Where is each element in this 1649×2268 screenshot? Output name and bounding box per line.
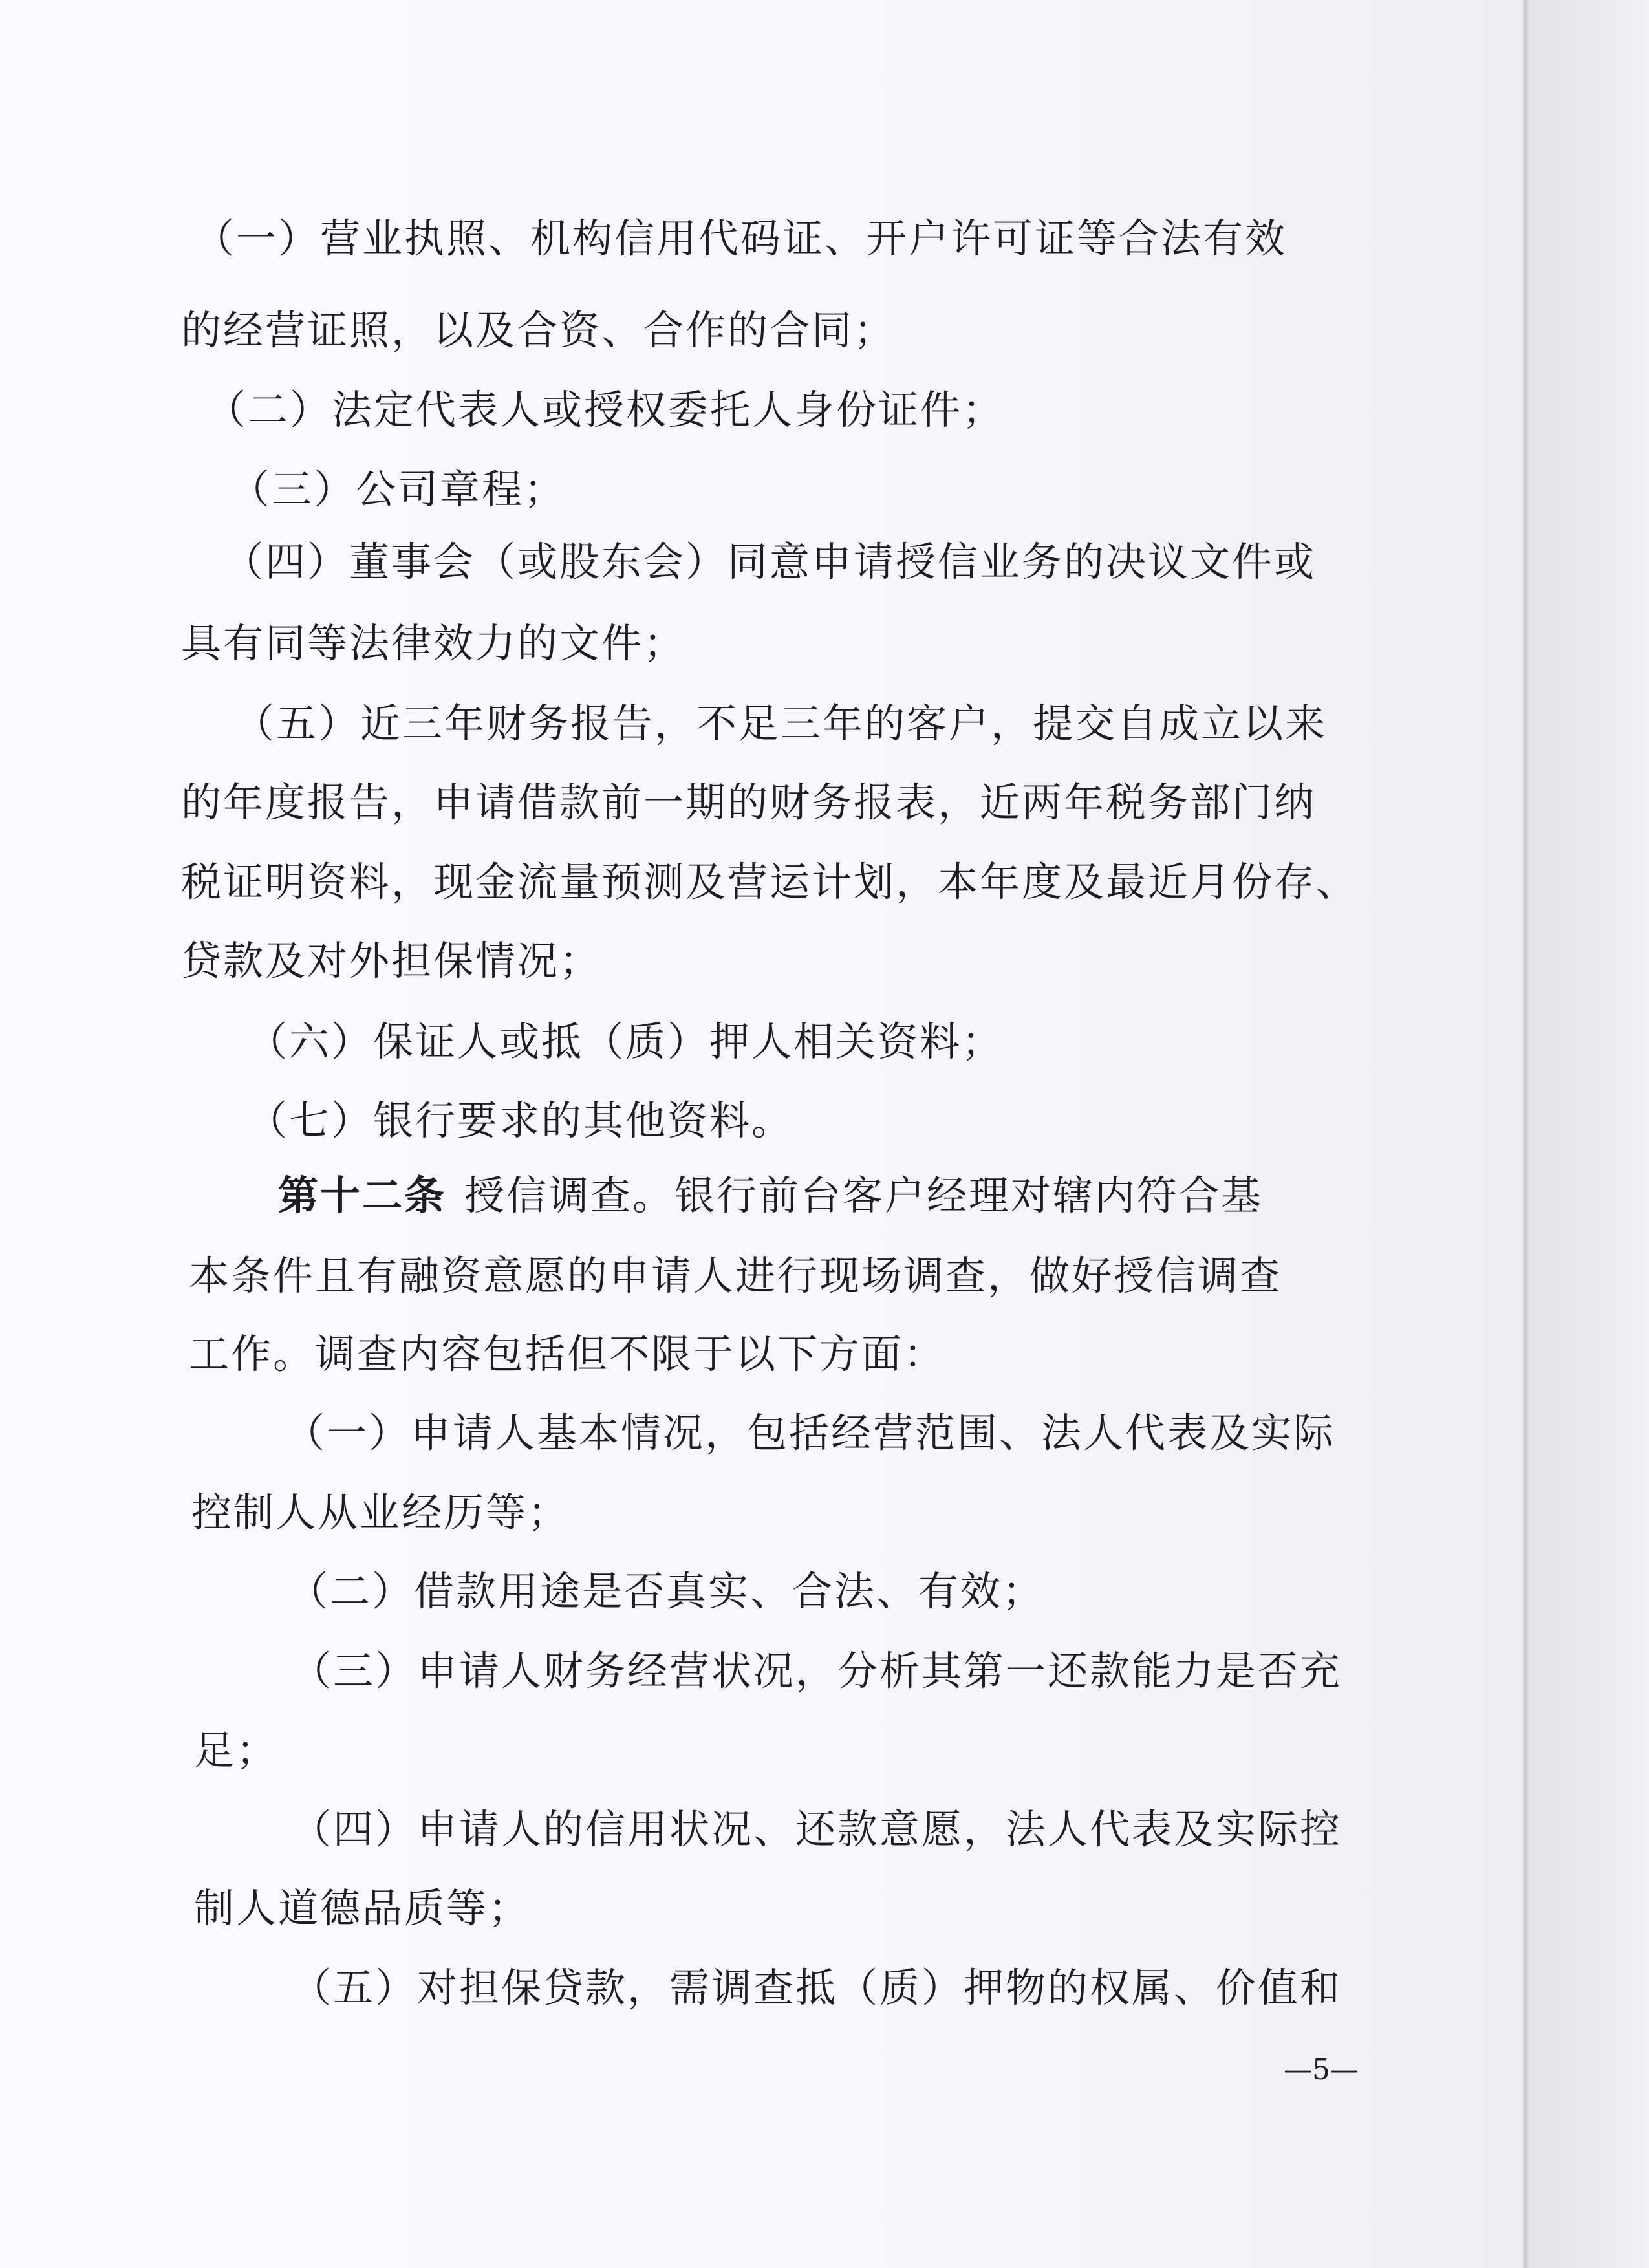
text-line: （五）近三年财务报告，不足三年的客户，提交自成立以来 xyxy=(234,700,1328,747)
text-line: （四）申请人的信用状况、还款意愿，法人代表及实际控 xyxy=(291,1806,1342,1853)
text-line: （一）营业执照、机构信用代码证、开户许可证等合法有效 xyxy=(194,215,1288,262)
text-line: 本条件且有融资意愿的申请人进行现场调查，做好授信调查 xyxy=(189,1252,1282,1299)
text-line: （六）保证人或抵（质）押人相关资料； xyxy=(247,1018,1004,1065)
text-line: 足； xyxy=(194,1727,279,1774)
text-line: 贷款及对外担保情况； xyxy=(181,937,602,984)
text-line: （一）申请人基本情况，包括经营范围、法人代表及实际 xyxy=(285,1409,1336,1456)
text-line: （五）对担保贷款，需调查抵（质）押物的权属、价值和 xyxy=(291,1964,1342,2011)
article-heading: 第十二条 xyxy=(278,1172,447,1219)
text-line: （三）申请人财务经营状况，分析其第一还款能力是否充 xyxy=(291,1647,1342,1694)
text-line: 具有同等法律效力的文件； xyxy=(181,620,686,667)
text-line: 的经营证照，以及合资、合作的合同； xyxy=(181,307,896,354)
article-text: 授信调查。银行前台客户经理对辖内符合基 xyxy=(464,1172,1264,1219)
text-line: 制人道德品质等； xyxy=(194,1885,531,1932)
text-line: （二）法定代表人或授权委托人身份证件； xyxy=(206,386,1005,433)
text-line: 工作。调查内容包括但不限于以下方面： xyxy=(189,1330,946,1377)
text-line: （二）借款用途是否真实、合法、有效； xyxy=(288,1568,1045,1615)
article-line xyxy=(278,1172,1264,1219)
text-line: 的年度报告，申请借款前一期的财务报表，近两年税务部门纳 xyxy=(181,779,1317,826)
text-line: （三）公司章程； xyxy=(230,466,566,513)
text-line: （七）银行要求的其他资料。 xyxy=(247,1097,794,1144)
text-line: （四）董事会（或股东会）同意申请授信业务的决议文件或 xyxy=(223,538,1317,585)
text-line: 控制人从业经历等； xyxy=(191,1489,570,1536)
page-number: —5— xyxy=(1284,2053,1359,2086)
text-line: 税证明资料，现金流量预测及营运计划，本年度及最近月份存、 xyxy=(181,858,1359,905)
